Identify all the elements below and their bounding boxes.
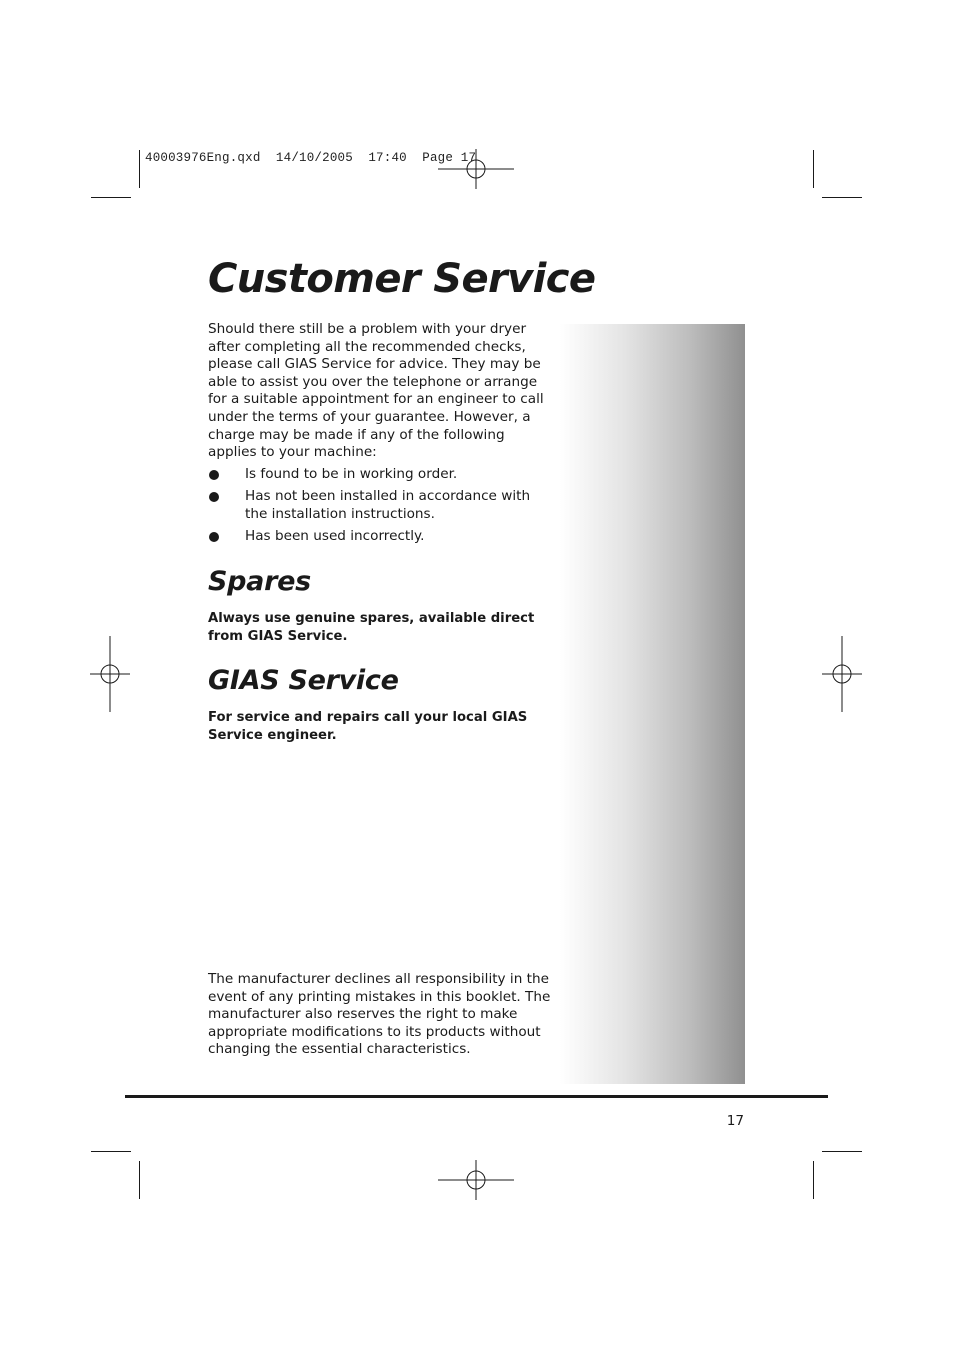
registration-mark-bottom-icon [438, 1142, 514, 1218]
charge-conditions-list [208, 466, 553, 550]
list-item: Is found to be in working order. [208, 466, 553, 484]
list-item: Has been used incorrectly. [208, 528, 553, 546]
registration-mark-right-icon [804, 636, 880, 712]
crop-mark-bottom-right-horizontal [822, 1151, 862, 1152]
bullet-icon [209, 492, 219, 502]
gias-service-text: For service and repairs call your local GIAS Service engineer. [208, 710, 528, 743]
list-item: Has not been installed in accordance with the installation instructions. [208, 488, 553, 523]
print-slug: 40003976Eng.qxd 14/10/2005 17:40 Page 17 [145, 151, 477, 165]
crop-mark-top-left-horizontal [91, 197, 131, 198]
page-number: 17 [726, 1113, 744, 1129]
gradient-side-panel [560, 324, 745, 1084]
registration-mark-top-icon [438, 131, 514, 207]
crop-mark-top-right-vertical [813, 150, 814, 188]
spares-heading: Spares [208, 566, 311, 597]
footer-rule [125, 1095, 828, 1098]
gias-service-heading: GIAS Service [208, 665, 399, 696]
crop-mark-bottom-left-horizontal [91, 1151, 131, 1152]
bullet-icon [209, 470, 219, 480]
bullet-icon [209, 532, 219, 542]
crop-mark-top-right-horizontal [822, 197, 862, 198]
crop-mark-bottom-left-vertical [139, 1161, 140, 1199]
disclaimer-paragraph: The manufacturer declines all responsibility in the event of any printing mistakes in this booklet. The manufacturer also reserves the right to make appropriate modifications to its products without changing the essential characteristics. [208, 971, 551, 1058]
registration-mark-left-icon [72, 636, 148, 712]
page-title: Customer Service [208, 256, 596, 302]
crop-mark-top-left-vertical [139, 150, 140, 188]
intro-paragraph: Should there still be a problem with your dryer after completing all the recommended checks, please call GIAS Service for advice. They may be able to assist you over the telephone or arrange for a suitable appointment for an engineer to call under the terms of your guarantee. However, a charge may be made if any of the following applies to your machine: [208, 321, 544, 461]
crop-mark-bottom-right-vertical [813, 1161, 814, 1199]
spares-text: Always use genuine spares, available direct from GIAS Service. [208, 611, 535, 644]
